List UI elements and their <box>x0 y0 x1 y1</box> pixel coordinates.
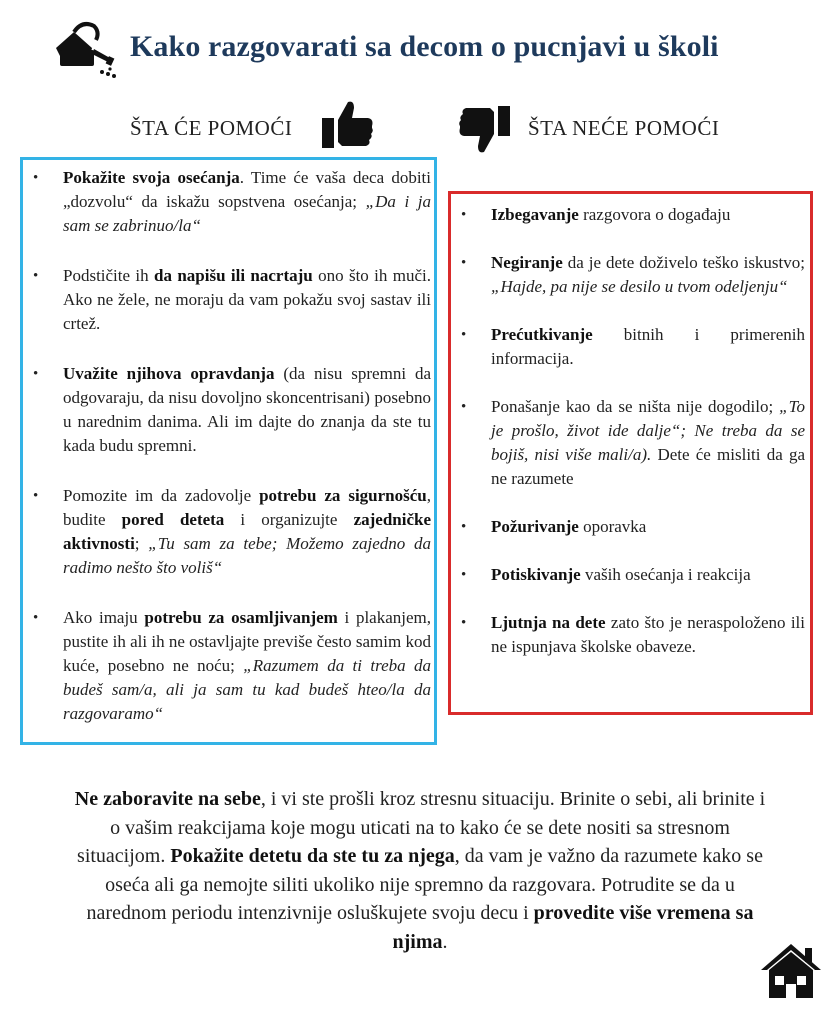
list-item <box>33 606 432 726</box>
item-bold: Izbegavanje <box>491 205 579 224</box>
item-text: i plakanjem, pustite ih ali ih ne ostavljajte previše često samim kod kuće, posebno ne noću; <box>63 608 432 675</box>
not-helps-heading-label: ŠTA NEĆE POMOĆI <box>528 116 720 140</box>
list-item <box>33 484 432 580</box>
item-text: ; <box>134 534 149 553</box>
watering-can-icon <box>52 18 118 80</box>
item-text: vaših osećanja i reakcija <box>580 565 751 584</box>
item-text: Pomozite im da zadovolje <box>63 486 260 505</box>
item-bold: potrebu za osamljivanjem <box>144 608 338 627</box>
list-item <box>461 323 805 371</box>
item-text: . Time će vaša deca dobiti „dozvolu“ da iskažu sopstvena osećanja; <box>63 168 431 211</box>
item-bold: Prećutkivanje <box>491 325 593 344</box>
page-title: Kako razgovarati sa decom o pucnjavi u školi <box>130 30 719 63</box>
thumbs-down-icon <box>456 96 514 156</box>
bullet: • <box>33 268 39 284</box>
list-item <box>461 611 805 659</box>
item-quote: „To je prošlo, život ide dalje“; Ne treba da se bojiš, nisi više mali/a). <box>491 397 805 464</box>
list-item <box>461 563 805 587</box>
footer-paragraph <box>70 785 770 956</box>
bullet: • <box>461 207 467 223</box>
item-bold: potrebu za sigurnošću <box>259 486 427 505</box>
bullet: • <box>461 255 467 271</box>
list-item <box>461 515 805 539</box>
list-item <box>33 166 431 238</box>
bullet: • <box>33 488 39 504</box>
helps-heading <box>130 96 380 156</box>
item-bold: Uvažite njihova opravdanja <box>63 364 275 383</box>
footer-bold: Pokažite detetu da ste tu za njega <box>170 845 455 867</box>
item-text: (da nisu spremni da odgovaraju, da nisu dovoljno skoncentrisani) posebno u narednim danima. Ali im dajte do znanja da ste tu kada budu spremni. <box>63 364 432 455</box>
item-bold: pored deteta <box>121 510 225 529</box>
item-text: Dete će misliti da ga ne razumete <box>491 445 805 488</box>
item-text: ono što ih muči. Ako ne žele, ne moraju da vam pokažu svoj sastav ili crtež. <box>63 266 431 333</box>
not-helps-box <box>448 191 813 715</box>
bullet: • <box>461 519 467 535</box>
bullet: • <box>461 567 467 583</box>
footer-text: . <box>442 930 448 953</box>
item-quote: „Da i ja sam se zabrinuo/la“ <box>63 192 431 235</box>
item-bold: Potiskivanje <box>491 565 581 584</box>
item-quote: „Razumem da ti treba da budeš sam/a, ali ja sam tu kad budeš hteo/la da razgovaramo“ <box>63 656 431 723</box>
item-quote: „Tu sam za tebe; Možemo zajedno da radimo nešto što voliš“ <box>63 534 431 577</box>
item-text: i organizujte <box>224 510 354 529</box>
helps-box <box>20 157 437 745</box>
item-text: razgovora o događaju <box>578 205 731 224</box>
bullet: • <box>33 366 39 382</box>
list-item <box>461 395 805 491</box>
item-quote: „Hajde, pa nije se desilo u tvom odeljenju“ <box>491 277 788 296</box>
list-item <box>33 362 432 458</box>
item-bold: Negiranje <box>491 253 563 272</box>
item-bold: da napišu ili nacrtaju <box>154 266 313 285</box>
item-text: Ako imaju <box>63 608 145 627</box>
helps-heading-label: ŠTA ĆE POMOĆI <box>130 116 293 140</box>
bullet: • <box>461 399 467 415</box>
item-bold: Požurivanje <box>491 517 579 536</box>
item-text: Podstičite ih <box>63 266 154 285</box>
bullet: • <box>461 615 467 631</box>
bullet: • <box>33 170 39 186</box>
list-item <box>33 264 431 336</box>
item-text: , budite <box>63 486 432 529</box>
item-text: zato što je neraspoloženo ili ne ispunjava školske obaveze. <box>491 613 805 656</box>
item-bold: zajedničke aktivnosti <box>63 510 431 553</box>
item-text: Ponašanje kao da se ništa nije dogodilo; <box>491 397 780 416</box>
not-helps-heading <box>456 96 756 156</box>
item-bold: Ljutnja na dete <box>491 613 606 632</box>
list-item <box>461 203 805 227</box>
item-bold: Pokažite svoja osećanja <box>63 168 240 187</box>
footer-text: , da vam je važno da razumete kako se oseća ali ga nemojte siliti ukoliko nije spremno da razgovara. Potrudite se da u narednom periodu intenzivnije osluškujete svoju decu i <box>86 845 763 924</box>
bullet: • <box>461 327 467 343</box>
thumbs-up-icon <box>318 96 376 156</box>
bullet: • <box>33 610 39 626</box>
footer-bold: Ne zaboravite na sebe <box>74 788 261 810</box>
list-item <box>461 251 805 299</box>
header <box>52 18 812 80</box>
footer-text: , i vi ste prošli kroz stresnu situaciju. Brinite o sebi, ali brinite i o vašim reakcijama koje mogu uticati na to kako će se dete nositi sa stresnom situacijom. <box>77 788 766 867</box>
not-helps-list <box>461 203 805 683</box>
item-text: oporavka <box>578 517 647 536</box>
house-icon <box>757 940 825 1000</box>
item-text: da je dete doživelo teško iskustvo; <box>562 253 805 272</box>
helps-list <box>33 166 432 752</box>
footer-bold: provedite više vremena sa njima <box>392 902 754 953</box>
item-text: bitnih i primerenih informacija. <box>491 325 805 368</box>
